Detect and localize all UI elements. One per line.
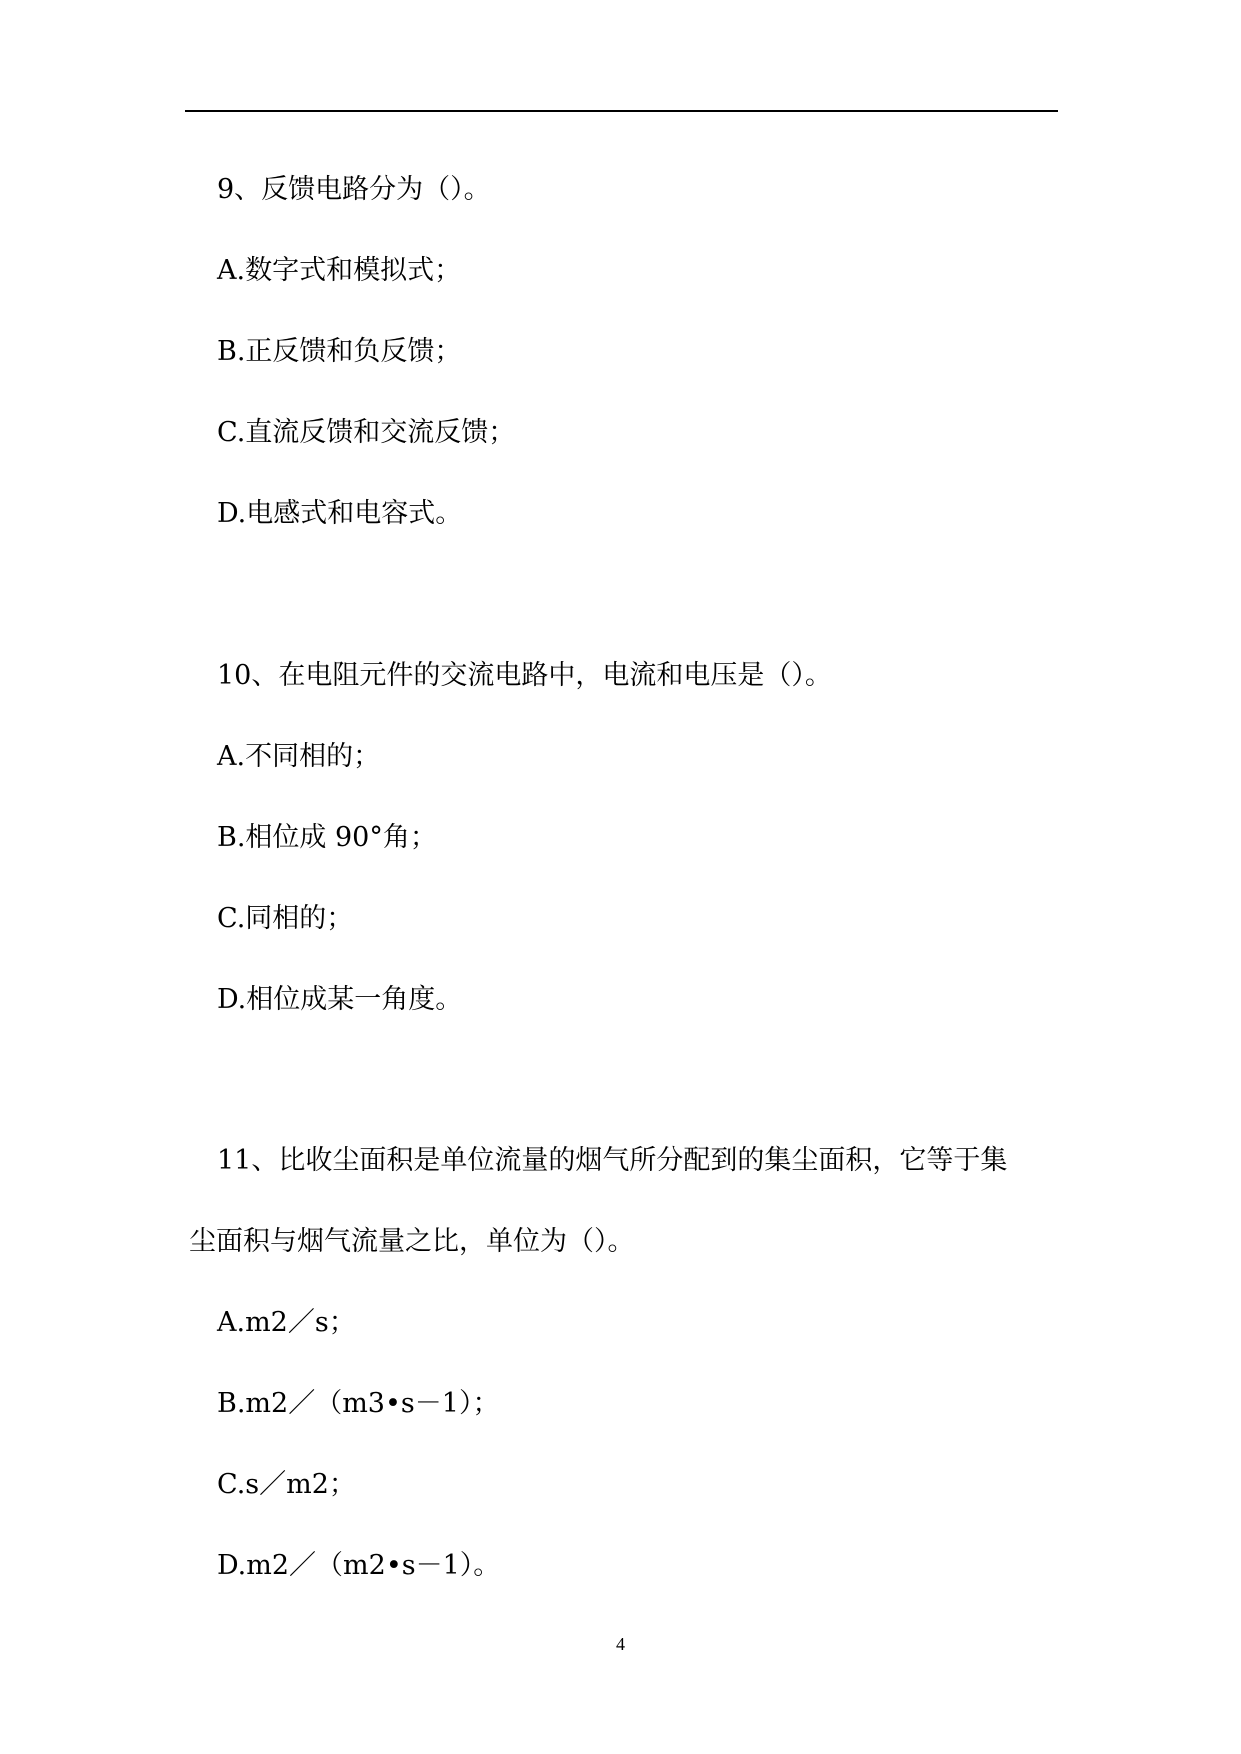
option-c: C.同相的； xyxy=(217,903,354,934)
question-stem: 9、反馈电路分为（）。 xyxy=(217,174,491,205)
question-stem: 11、比收尘面积是单位流量的烟气所分配到的集尘面积，它等于集 xyxy=(217,1145,1008,1176)
option-a: A.不同相的； xyxy=(217,741,381,772)
question-stem: 10、在电阻元件的交流电路中，电流和电压是（）。 xyxy=(217,660,832,691)
header-rule xyxy=(185,110,1058,112)
option-a: A.m2／s； xyxy=(217,1307,356,1338)
option-a: A.数字式和模拟式； xyxy=(217,255,462,286)
question-stem-continued: 尘面积与烟气流量之比，单位为（）。 xyxy=(189,1226,635,1257)
option-c: C.直流反馈和交流反馈； xyxy=(217,417,516,448)
option-d: D.电感式和电容式。 xyxy=(217,498,463,529)
option-b: B.相位成 90°角； xyxy=(217,822,437,853)
option-b: B.m2／（m3•s－1）； xyxy=(217,1388,500,1419)
option-d: D.相位成某一角度。 xyxy=(217,984,463,1015)
page-number: 4 xyxy=(616,1634,625,1654)
option-d: D.m2／（m2•s－1）。 xyxy=(217,1550,501,1581)
option-c: C.s／m2； xyxy=(217,1469,356,1500)
option-b: B.正反馈和负反馈； xyxy=(217,336,462,367)
